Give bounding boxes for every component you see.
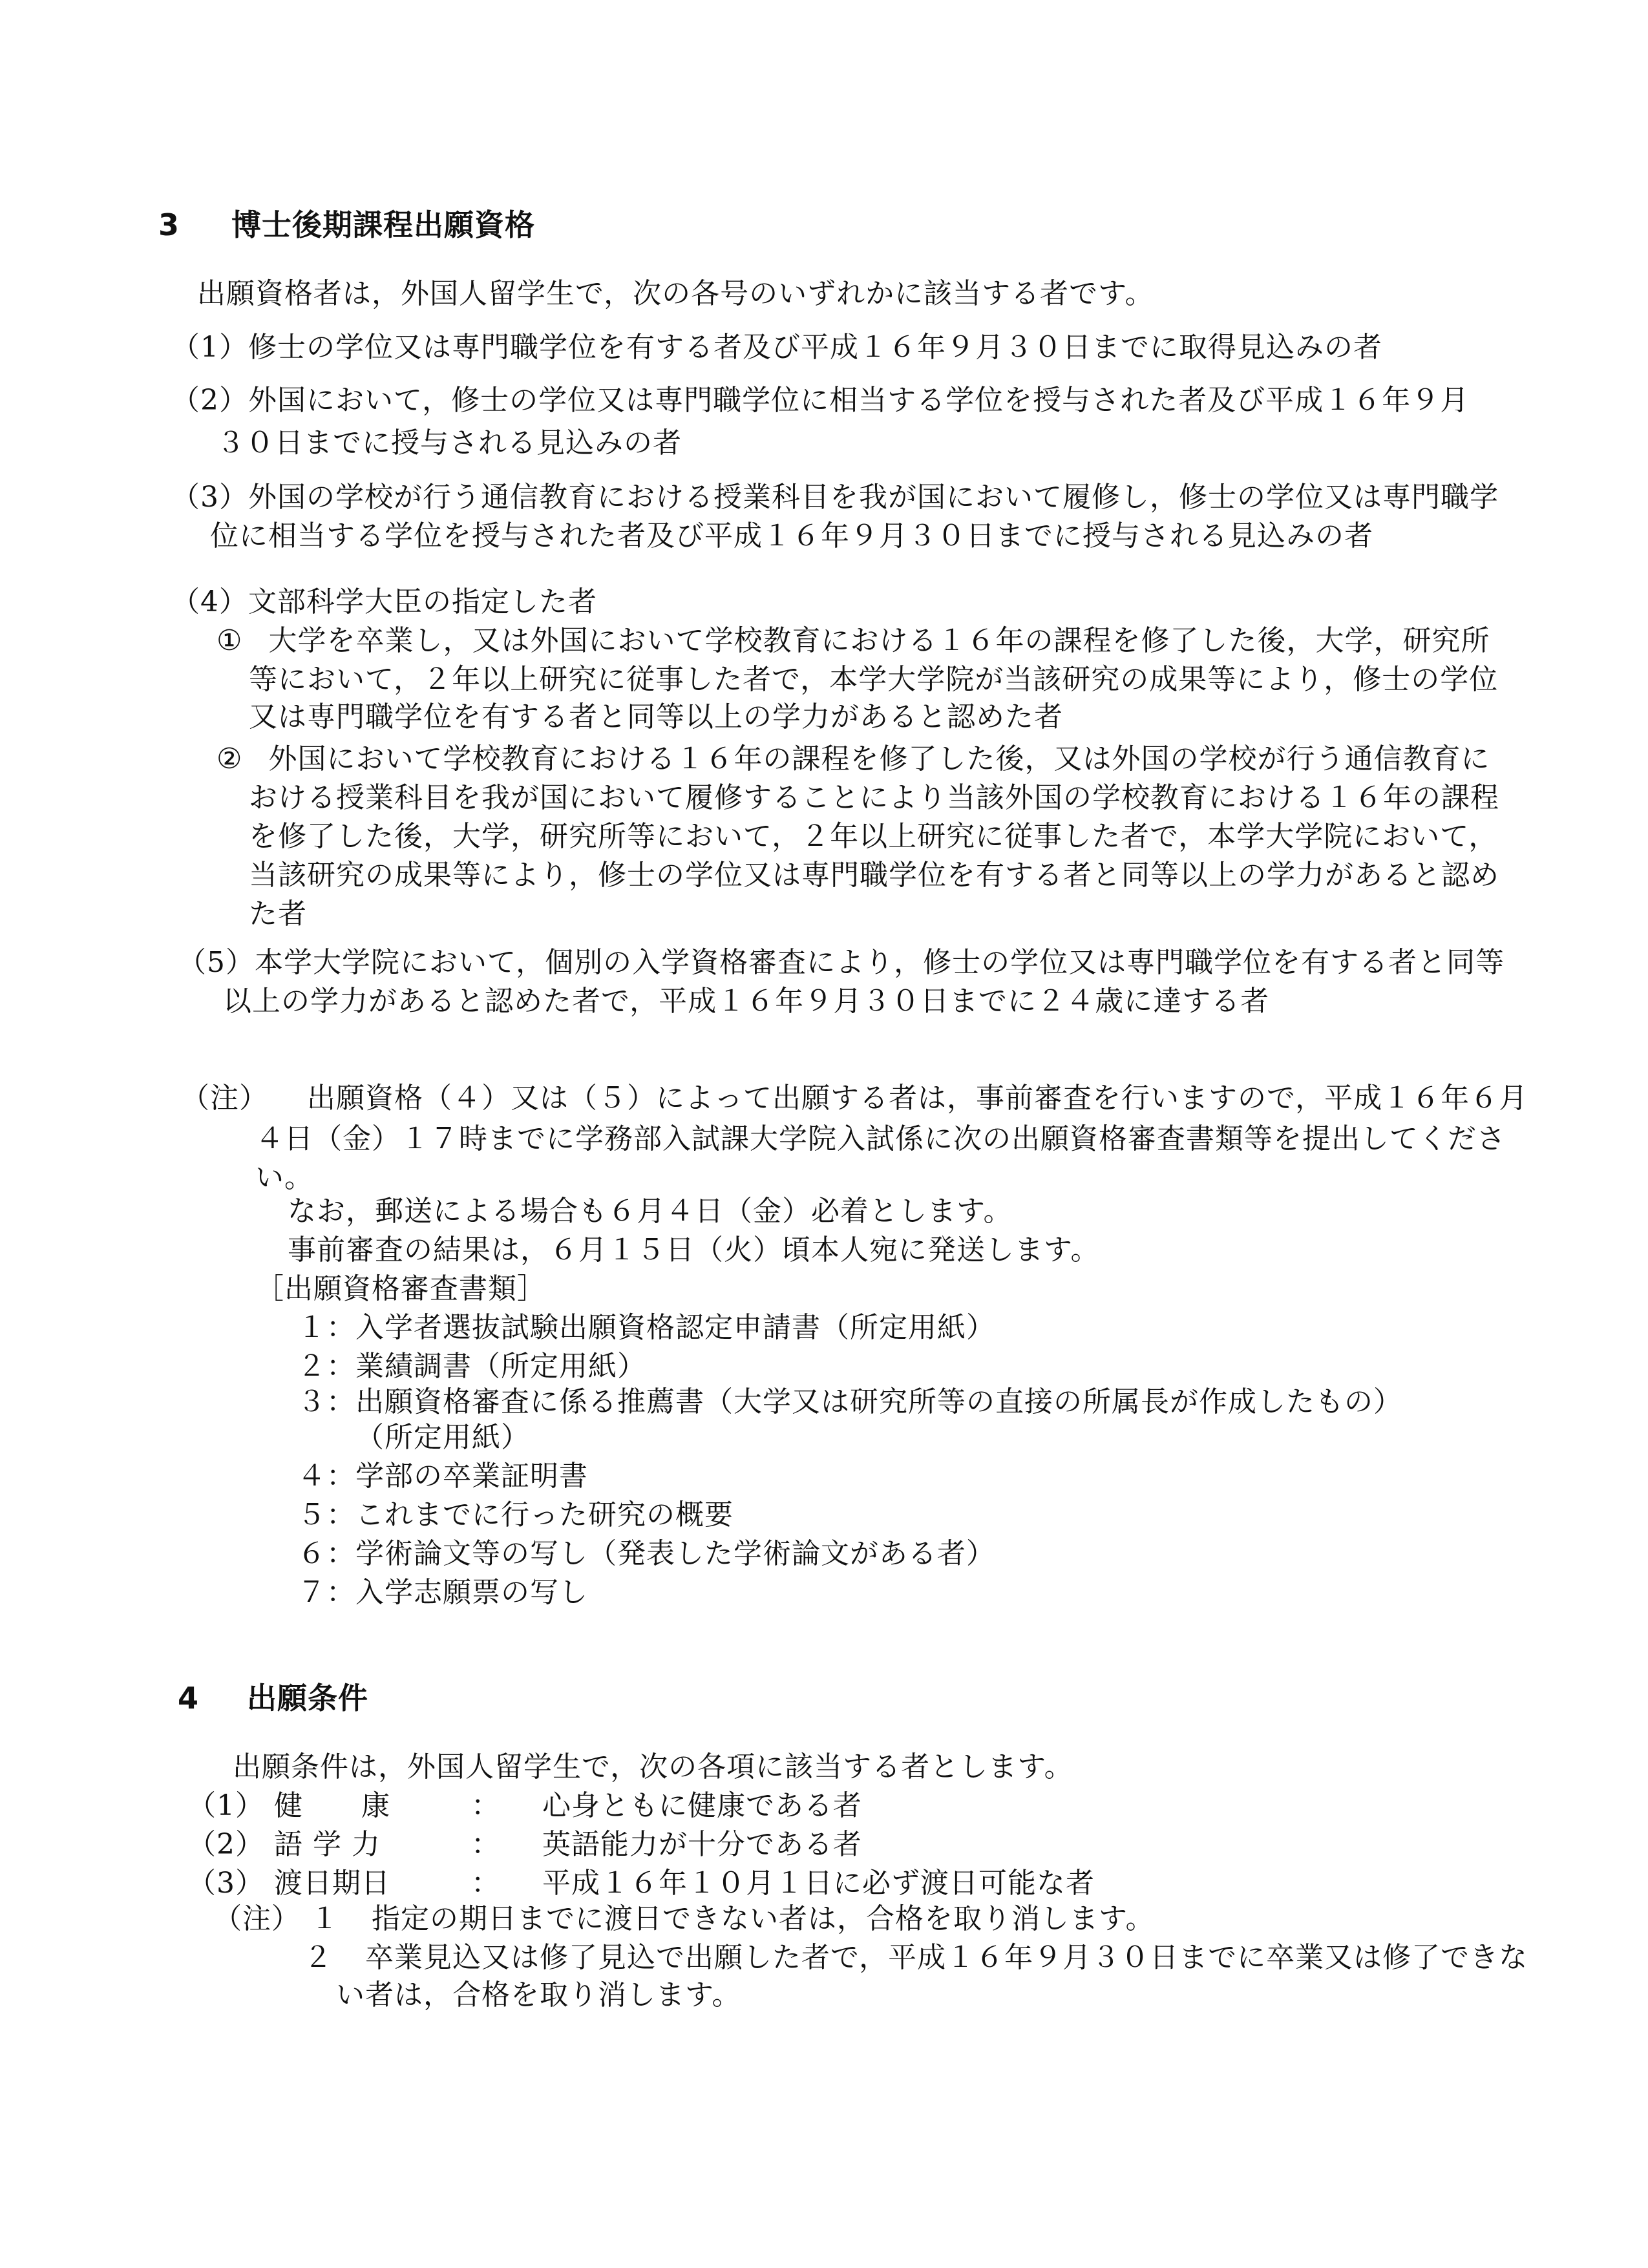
sub-item-2-cont: おける授業科目を我が国において履修することにより当該外国の学校教育における１６年の課程 (249, 781, 1499, 814)
section-3-number: 3 (158, 207, 180, 242)
item-label: （4） (171, 585, 248, 618)
item-5 (178, 943, 1505, 982)
note-4-item-2 (304, 1938, 1528, 1977)
doc-item: ３：出願資格審査に係る推薦書（大学又は研究所等の直接の所属長が作成したもの） (297, 1385, 1402, 1418)
note-num: ２ (304, 1941, 333, 1974)
sub-item-1-cont: 等において，２年以上研究に従事した者で，本学大学院が当該研究の成果等により，修士の学位 (249, 663, 1499, 696)
item-3 (171, 478, 1499, 517)
note-4-item-1 (213, 1900, 1154, 1938)
note-text: 卒業見込又は修了見込で出願した者で，平成１６年９月３０日までに卒業又は修了できな (365, 1941, 1528, 1974)
note-label: （注） (181, 1082, 268, 1115)
item-1 (171, 328, 1382, 367)
item-4 (171, 583, 597, 622)
condition-desc: 心身ともに健康である者 (542, 1789, 862, 1822)
doc-item: （所定用紙） (355, 1421, 530, 1454)
sub-item-label: ① (217, 624, 243, 657)
section-4-number: 4 (178, 1681, 200, 1716)
sub-item-text: 大学を卒業し，又は外国において学校教育における１６年の課程を修了した後，大学，研究所 (268, 624, 1490, 657)
note-label: （注） (213, 1902, 301, 1935)
section-3-heading (158, 205, 535, 244)
note-text: 指定の期日までに渡日できない者は，合格を取り消します。 (372, 1902, 1155, 1935)
condition-term: 渡日期日 (274, 1867, 390, 1900)
item-label: （2） (171, 384, 248, 417)
doc-item: ７：入学志願票の写し (297, 1576, 588, 1609)
note-3-mail: なお，郵送による場合も６月４日（金）必着とします。 (288, 1195, 1013, 1228)
item-text: 外国の学校が行う通信教育における授業科目を我が国において履修し，修士の学位又は専門職学 (248, 481, 1499, 514)
doc-item: ６：学術論文等の写し（発表した学術論文がある者） (297, 1537, 995, 1570)
note-3 (181, 1079, 1528, 1118)
condition-sep: ： (471, 1789, 500, 1822)
condition-sep: ： (471, 1867, 500, 1900)
condition-2 (187, 1825, 862, 1864)
condition-term: 健 康 (274, 1789, 390, 1822)
docs-heading: ［出願資格審査書類］ (255, 1272, 546, 1305)
sub-item-1-cont: 又は専門職学位を有する者と同等以上の学力があると認めた者 (249, 700, 1063, 733)
note-text: 出願資格（４）又は（５）によって出願する者は，事前審査を行いますので，平成１６年６月 (307, 1082, 1528, 1115)
item-label: （3） (171, 481, 248, 514)
doc-item: ５：これまでに行った研究の概要 (297, 1498, 734, 1531)
note-4-item-2-cont: い者は，合格を取り消します。 (336, 1979, 741, 2011)
condition-3 (187, 1864, 1095, 1903)
item-text: 修士の学位又は専門職学位を有する者及び平成１６年９月３０日までに取得見込みの者 (248, 331, 1382, 364)
item-2-cont: ３０日までに授与される見込みの者 (217, 426, 682, 459)
condition-sep: ： (471, 1828, 500, 1861)
sub-item-1 (217, 622, 1490, 660)
section-4-intro: 出願条件は，外国人留学生で，次の各項に該当する者とします。 (233, 1750, 1073, 1783)
condition-term: 語 学 力 (274, 1828, 381, 1861)
condition-desc: 英語能力が十分である者 (542, 1828, 862, 1861)
section-4-heading (178, 1679, 368, 1717)
sub-item-text: 外国において学校教育における１６年の課程を修了した後，又は外国の学校が行う通信教育に (268, 742, 1490, 775)
note-3-cont: い。 (255, 1161, 313, 1194)
doc-item: ４：学部の卒業証明書 (297, 1460, 588, 1493)
condition-label: （2） (187, 1828, 264, 1861)
item-label: （1） (171, 331, 248, 364)
section-3-intro: 出願資格者は，外国人留学生で，次の各号のいずれかに該当する者です。 (197, 277, 1154, 310)
note-num: １ (310, 1902, 339, 1935)
sub-item-2-cont: を修了した後，大学，研究所等において，２年以上研究に従事した者で，本学大学院において， (249, 820, 1498, 853)
sub-item-label: ② (217, 742, 243, 775)
section-4-title: 出願条件 (247, 1681, 369, 1716)
item-label: （5） (178, 946, 255, 979)
condition-label: （3） (187, 1867, 264, 1900)
condition-label: （1） (187, 1789, 264, 1822)
doc-item: ２：業績調書（所定用紙） (297, 1350, 646, 1383)
item-text: 外国において，修士の学位又は専門職学位に相当する学位を授与された者及び平成１６年９月 (248, 384, 1470, 417)
item-2 (171, 381, 1469, 420)
sub-item-2 (217, 740, 1490, 779)
sub-item-2-cont: 当該研究の成果等により，修士の学位又は専門職学位を有する者と同等以上の学力があると認め (249, 859, 1499, 892)
doc-item: １：入学者選抜試験出願資格認定申請書（所定用紙） (297, 1311, 995, 1344)
condition-desc: 平成１６年１０月１日に必ず渡日可能な者 (542, 1867, 1095, 1900)
item-5-cont: 以上の学力があると認めた者で，平成１６年９月３０日までに２４歳に達する者 (223, 985, 1270, 1018)
note-3-cont: ４日（金）１７時までに学務部入試課大学院入試係に次の出願資格審査書類等を提出してくださ (255, 1122, 1506, 1155)
condition-1 (187, 1787, 862, 1825)
note-3-result: 事前審査の結果は，６月１５日（火）頃本人宛に発送します。 (288, 1234, 1100, 1266)
item-text: 文部科学大臣の指定した者 (248, 585, 597, 618)
section-3-title: 博士後期課程出願資格 (231, 207, 536, 242)
item-text: 本学大学院において，個別の入学資格審査により，修士の学位又は専門職学位を有する者と同等 (255, 946, 1505, 979)
item-3-cont: 位に相当する学位を授与された者及び平成１６年９月３０日までに授与される見込みの者 (210, 520, 1373, 552)
sub-item-2-cont: た者 (249, 898, 307, 930)
